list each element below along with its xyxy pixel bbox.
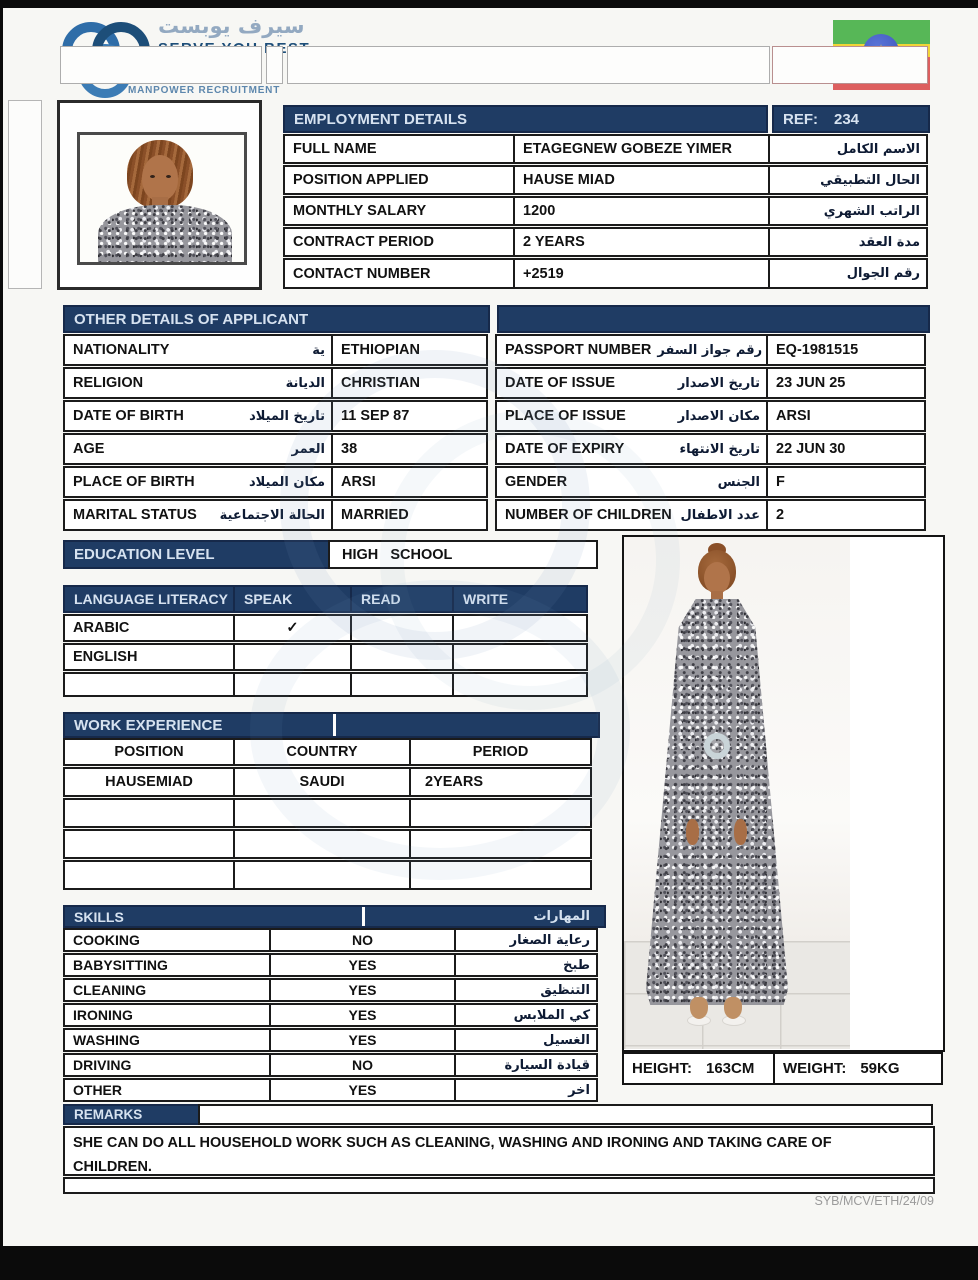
skill-value: YES bbox=[348, 1082, 377, 1098]
field-label: DATE OF EXPIRY bbox=[505, 441, 625, 457]
language-row bbox=[63, 672, 600, 697]
field-label: POSITION APPLIED bbox=[293, 172, 429, 188]
employment-row bbox=[283, 258, 930, 289]
work-country: SAUDI bbox=[299, 774, 345, 790]
skill-row bbox=[63, 1053, 606, 1077]
other-details-row bbox=[63, 433, 930, 465]
skills-title-arabic: المهارات bbox=[533, 909, 590, 924]
work-position: HAUSEMIAD bbox=[105, 774, 193, 790]
work-col-header: POSITION bbox=[114, 744, 184, 760]
remarks-section bbox=[63, 1104, 935, 1194]
field-label-arabic: مدة العقد bbox=[858, 234, 920, 250]
header-blank-box-2 bbox=[266, 46, 283, 84]
remarks-text: SHE CAN DO ALL HOUSEHOLD WORK SUCH AS CLEANING, WASHING AND IRONING AND TAKING CARE OF CHILDREN. bbox=[73, 1135, 832, 1175]
language-row bbox=[63, 643, 600, 671]
full-body-photo bbox=[624, 537, 850, 1049]
education-value: HIGH SCHOOL bbox=[342, 546, 453, 563]
field-value: ARSI bbox=[776, 408, 811, 424]
employment-table bbox=[283, 105, 930, 289]
remarks-empty-row bbox=[63, 1177, 935, 1194]
field-label: MARITAL STATUS bbox=[73, 507, 197, 523]
work-col-header: COUNTRY bbox=[286, 744, 358, 760]
field-value: EQ-1981515 bbox=[776, 342, 859, 358]
education-label: EDUCATION LEVEL bbox=[74, 546, 215, 563]
figure-dress bbox=[646, 599, 788, 1005]
field-label-arabic: الاسم الكامل bbox=[836, 141, 920, 157]
field-label: DATE OF BIRTH bbox=[73, 408, 184, 424]
scan-edge-top bbox=[0, 0, 978, 8]
skill-row bbox=[63, 978, 606, 1002]
field-label: CONTRACT PERIOD bbox=[293, 234, 434, 250]
skill-name: DRIVING bbox=[73, 1057, 132, 1073]
other-details-row bbox=[63, 400, 930, 432]
field-value: 38 bbox=[341, 441, 358, 457]
header-blank-box-4 bbox=[772, 46, 928, 84]
field-value: 11 SEP 87 bbox=[341, 408, 410, 424]
skill-value: YES bbox=[348, 957, 377, 973]
skill-value: YES bbox=[348, 1032, 377, 1048]
skill-row bbox=[63, 1028, 606, 1052]
language-col-header: SPEAK bbox=[244, 591, 293, 607]
field-label-arabic: الحالة الاجتماعية bbox=[219, 507, 325, 523]
language-name: ENGLISH bbox=[73, 649, 138, 665]
document-reference-code: SYB/MCV/ETH/24/09 bbox=[814, 1194, 934, 1208]
language-row bbox=[63, 614, 600, 642]
left-margin-box bbox=[8, 100, 42, 289]
field-label-arabic: العمر bbox=[291, 441, 325, 457]
skill-name: CLEANING bbox=[73, 982, 147, 998]
field-label-arabic: مكان الميلاد bbox=[248, 474, 325, 490]
skill-arabic: طبخ bbox=[563, 957, 590, 973]
field-value: CHRISTIAN bbox=[341, 375, 420, 391]
full-body-photo-frame bbox=[622, 535, 945, 1052]
work-experience-title: WORK EXPERIENCE bbox=[74, 716, 223, 734]
education-row bbox=[63, 540, 600, 569]
header-blank-box-1 bbox=[60, 46, 262, 84]
employment-title-cell bbox=[283, 105, 768, 133]
field-value: ETAGEGNEW GOBEZE YIMER bbox=[523, 141, 732, 157]
height-cell bbox=[622, 1052, 775, 1085]
field-label: FULL NAME bbox=[293, 141, 377, 157]
skill-value: YES bbox=[348, 1007, 377, 1023]
field-value: 2 YEARS bbox=[523, 234, 585, 250]
skills-title: SKILLS bbox=[74, 908, 124, 925]
language-col-header: READ bbox=[361, 591, 401, 607]
work-row bbox=[63, 798, 600, 828]
skill-value: NO bbox=[352, 932, 373, 948]
field-label: AGE bbox=[73, 441, 105, 457]
work-row bbox=[63, 829, 600, 859]
ref-value: 234 bbox=[834, 110, 860, 128]
other-details-title-cell bbox=[63, 305, 490, 333]
language-col-header: WRITE bbox=[463, 591, 509, 607]
skill-name: OTHER bbox=[73, 1082, 122, 1098]
field-label-arabic: تاريخ الاصدار bbox=[677, 375, 760, 391]
weight-cell bbox=[773, 1052, 943, 1085]
other-details-row bbox=[63, 334, 930, 366]
header-blank-box-3 bbox=[287, 46, 770, 84]
other-details-table bbox=[63, 305, 930, 531]
skill-value: NO bbox=[352, 1057, 373, 1073]
skill-arabic: الغسيل bbox=[543, 1032, 590, 1048]
employment-ref-cell bbox=[772, 105, 930, 133]
remarks-title-cell bbox=[63, 1104, 200, 1125]
work-experience-title-bar bbox=[63, 712, 600, 738]
skill-name: WASHING bbox=[73, 1032, 140, 1048]
skill-row bbox=[63, 1078, 606, 1102]
remarks-title: REMARKS bbox=[74, 1107, 143, 1122]
skills-title-bar bbox=[63, 905, 606, 928]
checkmark-icon: ✓ bbox=[286, 620, 299, 636]
education-label-cell bbox=[63, 540, 330, 569]
skill-arabic: رعاية الصغار bbox=[509, 932, 590, 948]
other-details-title: OTHER DETAILS OF APPLICANT bbox=[74, 310, 309, 328]
portrait-face bbox=[142, 155, 178, 201]
field-value: 23 JUN 25 bbox=[776, 375, 846, 391]
field-label-arabic: الراتب الشهري bbox=[823, 203, 920, 219]
field-label-arabic: رقم الجوال bbox=[846, 266, 920, 281]
language-name: ARABIC bbox=[73, 620, 130, 636]
portrait-photo-frame bbox=[57, 100, 262, 290]
field-label-arabic: الحال التطبيقي bbox=[820, 172, 920, 188]
employment-row bbox=[283, 165, 930, 195]
other-details-row bbox=[63, 367, 930, 399]
figure-belt-buckle bbox=[704, 733, 730, 759]
field-label: NUMBER OF CHILDREN bbox=[505, 507, 672, 523]
other-details-title-right-cell bbox=[497, 305, 930, 333]
field-value: HAUSE MIAD bbox=[523, 172, 615, 188]
field-value: MARRIED bbox=[341, 507, 409, 523]
field-value: ARSI bbox=[341, 474, 376, 490]
field-label-arabic: الديانة bbox=[285, 375, 325, 391]
company-name-arabic: سيرف يوبست bbox=[158, 14, 305, 38]
field-value: F bbox=[776, 474, 785, 490]
work-row bbox=[63, 767, 600, 797]
field-label-arabic: تاريخ الانتهاء bbox=[679, 441, 760, 457]
field-value: ETHIOPIAN bbox=[341, 342, 420, 358]
employment-row bbox=[283, 196, 930, 226]
skill-row bbox=[63, 953, 606, 977]
other-details-row bbox=[63, 466, 930, 498]
field-value: +2519 bbox=[523, 265, 564, 282]
field-label-arabic: ية bbox=[312, 342, 325, 358]
field-label: NATIONALITY bbox=[73, 342, 170, 358]
skill-arabic: قيادة السيارة bbox=[504, 1057, 590, 1073]
weight-label: WEIGHT: bbox=[783, 1060, 847, 1077]
scan-edge-left bbox=[0, 0, 3, 1280]
skill-row bbox=[63, 928, 606, 952]
skill-name: COOKING bbox=[73, 932, 140, 948]
skill-arabic: اخر bbox=[568, 1082, 590, 1098]
scan-edge-bottom bbox=[0, 1246, 978, 1280]
work-period: 2YEARS bbox=[425, 774, 484, 790]
work-row bbox=[63, 860, 600, 890]
field-label: GENDER bbox=[505, 474, 568, 490]
field-label: DATE OF ISSUE bbox=[505, 375, 616, 391]
height-value: 163CM bbox=[706, 1060, 755, 1077]
work-experience-table bbox=[63, 712, 600, 890]
field-label-arabic: عدد الاطفال bbox=[680, 507, 760, 523]
field-label-arabic: تاريخ الميلاد bbox=[249, 408, 325, 424]
work-col-header: PERIOD bbox=[472, 744, 529, 760]
field-label: CONTACT NUMBER bbox=[293, 265, 431, 282]
remarks-body-cell bbox=[63, 1126, 935, 1176]
employment-row bbox=[283, 227, 930, 257]
remarks-header-blank-cell bbox=[198, 1104, 933, 1125]
field-label: PLACE OF ISSUE bbox=[505, 408, 626, 424]
skill-arabic: التنظيق bbox=[540, 982, 590, 998]
field-label-arabic: رقم جواز السفر bbox=[657, 342, 763, 358]
skill-value: YES bbox=[348, 982, 377, 998]
field-label: RELIGION bbox=[73, 375, 144, 391]
field-value: 2 bbox=[776, 507, 785, 523]
field-label: PASSPORT NUMBER bbox=[505, 342, 652, 358]
other-details-row bbox=[63, 499, 930, 531]
skill-name: BABYSITTING bbox=[73, 957, 168, 973]
employment-row bbox=[283, 134, 930, 164]
ref-label: REF: bbox=[783, 110, 818, 128]
field-label: PLACE OF BIRTH bbox=[73, 474, 195, 490]
language-table bbox=[63, 585, 600, 697]
figure-face bbox=[704, 562, 730, 594]
skill-name: IRONING bbox=[73, 1007, 133, 1023]
portrait-shirt bbox=[98, 205, 232, 265]
physical-stats-row bbox=[622, 1052, 945, 1085]
field-value: 22 JUN 30 bbox=[776, 441, 846, 457]
weight-value: 59KG bbox=[860, 1060, 900, 1077]
skills-table bbox=[63, 905, 606, 1102]
field-label-arabic: الجنس bbox=[717, 474, 760, 490]
skill-arabic: كي الملابس bbox=[513, 1007, 590, 1023]
field-label-arabic: مكان الاصدار bbox=[677, 408, 760, 424]
field-label: MONTHLY SALARY bbox=[293, 203, 427, 219]
field-value: 1200 bbox=[523, 203, 556, 219]
company-tagline: MANPOWER RECRUITMENT bbox=[128, 85, 281, 96]
portrait-photo bbox=[77, 132, 247, 265]
height-label: HEIGHT: bbox=[632, 1060, 692, 1077]
employment-title: EMPLOYMENT DETAILS bbox=[294, 110, 468, 128]
education-value-cell bbox=[328, 540, 598, 569]
language-col-header: LANGUAGE LITERACY bbox=[74, 591, 228, 607]
skill-row bbox=[63, 1003, 606, 1027]
